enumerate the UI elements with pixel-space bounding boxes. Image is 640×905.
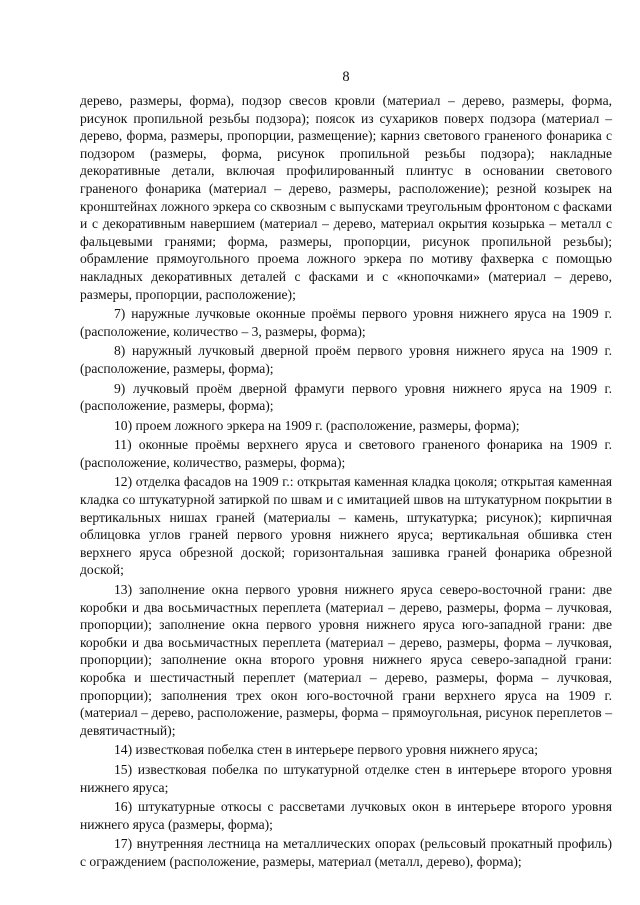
paragraph-item-14: 14) известковая побелка стен в интерьере первого уровня нижнего яруса; (114, 742, 538, 758)
paragraph-item-15: 15) известковая побелка по штукатурной отделке стен в интерьере второго уровня нижнего яруса; (80, 761, 612, 795)
paragraph-item-16: 16) штукатурные откосы с рассветами лучковых окон в интерьере второго уровня нижнего яруса (размеры, форма); (80, 799, 612, 832)
paragraph-item-11: 11) оконные проёмы верхнего яруса и светового граненого фонарика на 1909 г. (расположение, количество, размеры, форма); (80, 437, 612, 470)
paragraph-item-12: 12) отделка фасадов на 1909 г.: открытая каменная кладка цоколя; открытая каменная кладка со штукатурной затиркой по швам и с имитацией швов на штукатурном покрытии в вертикальных нишах граней (материалы – камень, штукатурка; рисунок); кирпичная облицовка углов граней первого уровня нижнего яруса; вертикальная обшивка стен верхнего яруса обрезной доской; горизонтальная зашивка граней фонарика обрезной доской; (80, 474, 612, 578)
paragraph-item-7: 7) наружные лучковые оконные проёмы первого уровня нижнего яруса на 1909 г. (расположение, количество – 3, размеры, форма); (80, 306, 612, 339)
paragraph-item-13: 13) заполнение окна первого уровня нижнего яруса северо-восточной грани: две коробки и два восьмичастных переплета (материал – дерево, размеры, форма – лучковая, пропорции); заполнение окна первого уровня нижнего яруса юго-западной грани: две коробки и два восьмичастных переплета (материал – дерево, размеры, форма – лучковая, пропорции); заполнение окна второго уровня нижнего яруса северо-западной грани: коробка и шестичастный переплет (материал – дерево, размеры, форма – лучковая, пропорции); заполнения трех окон юго-восточной грани верхнего яруса на 1909 г. (материал – дерево, расположение, размеры, форма – прямоугольная, рисунок переплетов – девятичастный); (80, 582, 612, 738)
paragraph-item-17: 17) внутренняя лестница на металлических опорах (рельсовый прокатный профиль) с ограждением (расположение, размеры, материал (металл, дерево), форма); (80, 836, 612, 869)
paragraph-item-9: 9) лучковый проём дверной фрамуги первого уровня нижнего яруса на 1909 г. (расположение, размеры, форма); (80, 380, 612, 414)
paragraph-item-8: 8) наружный лучковый дверной проём первого уровня нижнего яруса на 1909 г. (расположение, размеры, форма); (80, 343, 612, 376)
paragraph-item-10: 10) проем ложного эркера на 1909 г. (расположение, размеры, форма); (114, 417, 520, 433)
page-number: 8 (342, 69, 350, 85)
document-page (80, 68, 612, 871)
paragraph-continued: дерево, размеры, форма), подзор свесов кровли (материал – дерево, размеры, форма, рисунок пропильной резьбы подзора); поясок из сухариков поверх подзора (материал – дерево, форма, размеры, пропорции, размещение); карниз светового граненого фонарика с подзором (размеры, форма, рисунок пропильной резьбы подзора); накладные декоративные детали, включая профилированный плинтус в основании светового граненого фонарика (материал – дерево, размеры, расположение); резной козырек на кронштейнах ложного эркера со сквозным с выпусками треугольным фронтоном с фасками и с декоративным навершием (материал – дерево, материал окрытия козырька – металл с фальцевыми гранями; форма, размеры, пропорции, рисунок пропильной резьбы); обрамление прямоугольного проема ложного эркера по мотиву фахверка с помощью накладных декоративных деталей с фасками и с «кнопочками» (материал – дерево, размеры, пропорции, расположение); (80, 93, 612, 302)
